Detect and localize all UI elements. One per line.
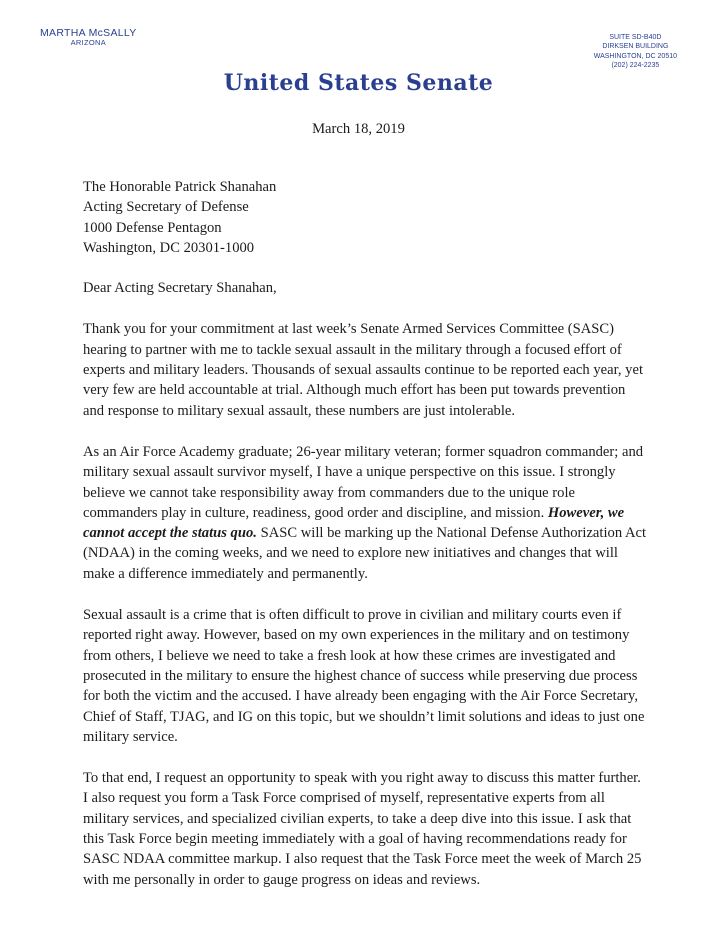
letter-date: March 18, 2019 (312, 121, 405, 137)
senate-masthead: United States Senate (223, 70, 494, 96)
recipient-line: The Honorable Patrick Shanahan (83, 179, 277, 195)
salutation: Dear Acting Secretary Shanahan, (83, 280, 277, 297)
office-line: WASHINGTON, DC 20510 (593, 52, 677, 60)
office-phone: (202) 224-2235 (611, 62, 660, 70)
sender-state: ARIZONA (70, 38, 107, 48)
recipient-address (83, 177, 648, 258)
recipient-line: Acting Secretary of Defense (83, 199, 249, 216)
recipient-line: Washington, DC 20301-1000 (83, 239, 255, 256)
paragraph-2-emphasis: However, we cannot accept the status quo. (83, 504, 625, 542)
paragraph-4: To that end, I request an opportunity to speak with you right away to discuss this matter further. I also request you form a Task Force comprised of myself, representative experts from all military services, and specialized civilian experts, to take a deep dive into this issue. I ask that this Task Force begin meeting immediately with a goal of having recommendations ready for SASC NDAA committee markup. I also request that the Task Force meet the week of March 25 with me personally in order to gauge progress on ideas and reviews. (83, 770, 642, 888)
paragraph-2 (83, 442, 648, 584)
paragraph-3: Sexual assault is a crime that is often difficult to prove in civilian and military courts even if reported right away. However, based on my own experiences in the military and on testimony from others, I believe we need to take a fresh look at how these crimes are investigated and prosecuted in the military to ensure the highest chance of success while preserving due process for both the victim and the accused. I have already been engaging with the Air Force Secretary, Chief of Staff, TJAG, and IG on this topic, but we shouldn’t limit solutions and ideas to just one military service. (83, 607, 645, 745)
sender-name: MARTHA McSALLY (40, 27, 137, 39)
office-line: DIRKSEN BUILDING (602, 43, 669, 51)
paragraph-2-text: As an Air Force Academy graduate; 26-year military veteran; former squadron commander; and military sexual assault survivor myself, I have a unique perspective on this issue. I strongly believe we cannot take responsibility away from commanders due to the unique role commanders play in culture, readiness, good order and discipline, and mission. (83, 443, 644, 521)
paragraph-2-text-cont: SASC will be marking up the National Defense Authorization Act (NDAA) in the coming weeks, and we need to explore new initiatives and changes that will make a difference immediately and permanently. (83, 525, 647, 582)
sender-block (40, 27, 137, 48)
office-address-block (594, 33, 677, 71)
office-line: SUITE SD-B40D (609, 34, 662, 41)
recipient-line: 1000 Defense Pentagon (83, 219, 222, 236)
letter-body (83, 177, 648, 911)
paragraph-1: Thank you for your commitment at last week’s Senate Armed Services Committee (SASC) hearing to partner with me to tackle sexual assault in the military through a focused effort of experts and military leaders. Thousands of sexual assaults continue to be reported each year, yet very few are held accountable at trial. Although much effort has been put towards prevention and response to military sexual assault, these numbers are just intolerable. (83, 321, 644, 419)
